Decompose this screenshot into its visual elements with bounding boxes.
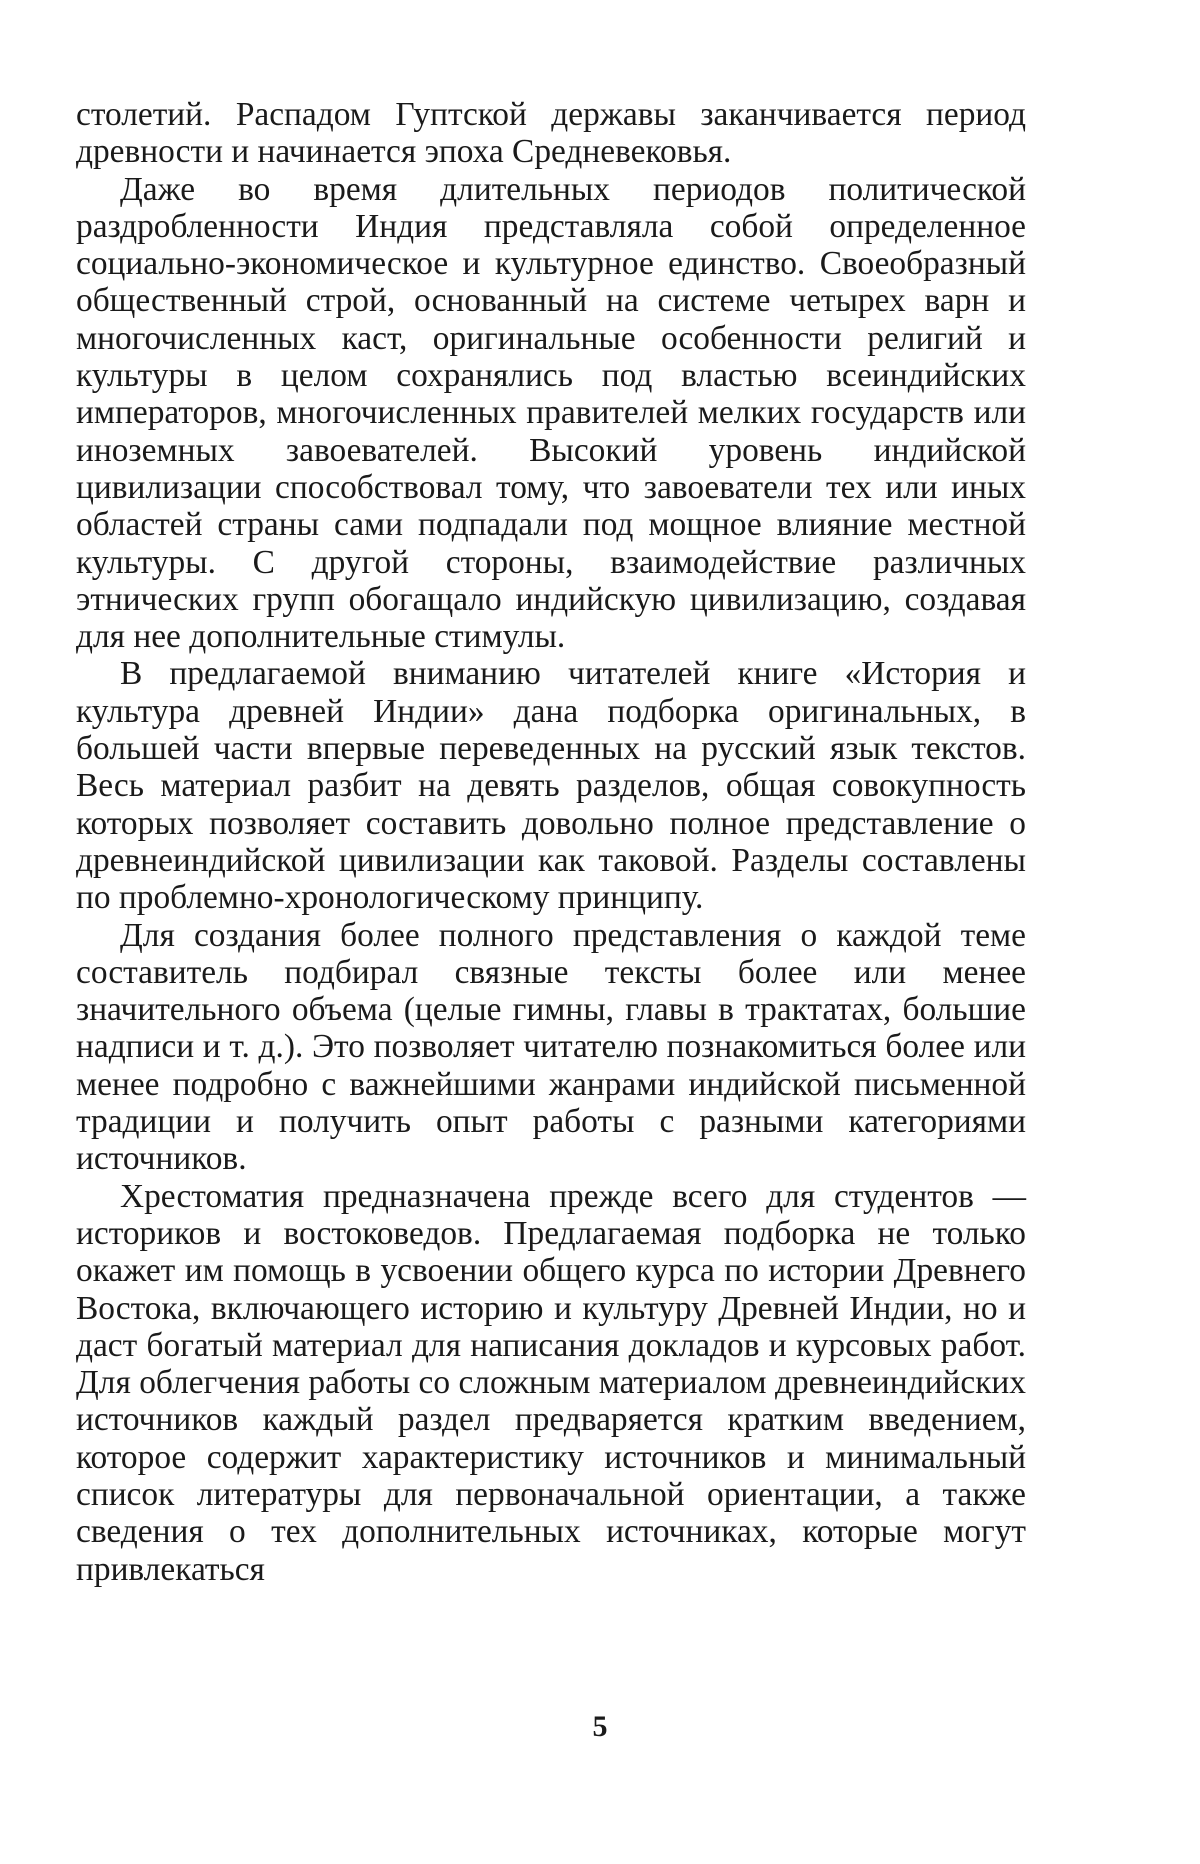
paragraph-1: столетий. Распадом Гуптской державы заканчивается период древности и начинается эпоха Средневековья. xyxy=(76,96,1026,171)
paragraph-5: Хрестоматия предназначена прежде всего для студентов — историков и востоковедов. Предлагаемая подборка не только окажет им помощь в усвоении общего курса по истории Древнего Востока, включающего историю и культуру Древней Индии, но и даст богатый материал для написания докладов и курсовых работ. Для облегчения работы со сложным материалом древнеиндийских источников каждый раздел предваряется кратким введением, которое содержит характеристику источников и минимальный список литературы для первоначальной ориентации, а также сведения о тех дополнительных источниках, которые могут привлекаться xyxy=(76,1177,1026,1588)
paragraph-3: В предлагаемой вниманию читателей книге «История и культура древней Индии» дана подборка оригинальных, в большей части впервые переведенных на русский язык текстов. Весь материал разбит на девять разделов, общая совокупность которых позволяет составить довольно полное представление о древнеиндийской цивилизации как таковой. Разделы составлены по проблемно-хронологическому принципу. xyxy=(76,655,1026,917)
page-text xyxy=(76,96,1026,1588)
page-number: 5 xyxy=(592,1710,608,1743)
paragraph-2: Даже во время длительных периодов политической раздробленности Индия представляла собой определенное социально-экономическое и культурное единство. Своеобразный общественный строй, основанный на системе четырех варн и многочисленных каст, оригинальные особенности религий и культуры в целом сохранялись под властью всеиндийских императоров, многочисленных правителей мелких государств или иноземных завоевателей. Высокий уровень индийской цивилизации способствовал тому, что завоеватели тех или иных областей страны сами подпадали под мощное влияние местной культуры. С другой стороны, взаимодействие различных этнических групп обогащало индийскую цивилизацию, создавая для нее дополнительные стимулы. xyxy=(76,170,1026,656)
paragraph-4: Для создания более полного представления о каждой теме составитель подбирал связные тексты более или менее значительного объема (целые гимны, главы в трактатах, большие надписи и т. д.). Это позволяет читателю познакомиться более или менее подробно с важнейшими жанрами индийской письменной традиции и получить опыт работы с разными категориями источников. xyxy=(76,916,1026,1178)
